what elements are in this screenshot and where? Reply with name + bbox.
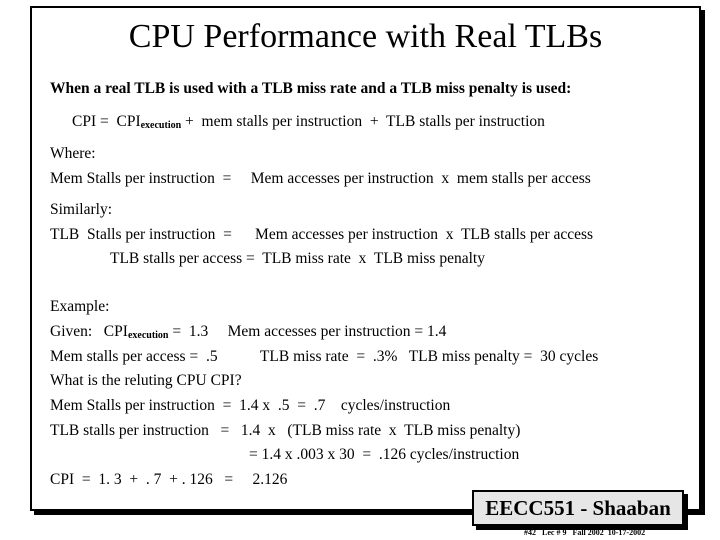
given-subscript: execution [127,330,169,341]
cpi-equation [72,114,545,131]
course-brand-label: EECC551 - Shaaban [485,495,671,520]
similarly-label: Similarly: [50,201,112,218]
question-line: What is the reluting CPU CPI? [50,372,242,389]
slide-frame [30,6,701,511]
tlb-stalls-equation: TLB Stalls per instruction = Mem accesses per instruction x TLB stalls per access [50,226,594,243]
cpi-equation-subscript: execution [140,120,182,131]
footer-info: #42 Lec # 9 Fall 2002 10-17-2002 [524,528,646,537]
calc-tlb-stalls: TLB stalls per instruction = 1.4 x (TLB miss rate x TLB miss penalty) [50,422,521,439]
given-lhs: Given: CPI [50,323,128,340]
calc-mem-stalls: Mem Stalls per instruction = 1.4 x .5 = .7 cycles/instruction [50,397,451,414]
intro-text: When a real TLB is used with a TLB miss rate and a TLB miss penalty is used: [50,80,572,97]
example-label: Example: [50,298,110,315]
given-rhs: = 1.3 Mem accesses per instruction = 1.4 [168,323,447,340]
course-brand-box [472,490,684,526]
mem-per-access-line: Mem stalls per access = .5 TLB miss rate = .3% TLB miss penalty = 30 cycles [50,348,599,365]
where-label: Where: [50,145,96,162]
given-line [50,324,446,341]
calc-tlb-value: = 1.4 x .003 x 30 = .126 cycles/instruction [249,446,520,463]
cpi-equation-lhs: CPI = CPI [72,113,141,130]
mem-stalls-equation: Mem Stalls per instruction = Mem accesses per instruction x mem stalls per access [50,170,591,187]
cpi-equation-rhs: + mem stalls per instruction + TLB stalls per instruction [181,113,545,130]
calc-cpi-total: CPI = 1. 3 + . 7 + . 126 = 2.126 [50,471,288,488]
tlb-per-access-equation: TLB stalls per access = TLB miss rate x TLB miss penalty [110,250,485,267]
slide-title: CPU Performance with Real TLBs [128,18,603,55]
